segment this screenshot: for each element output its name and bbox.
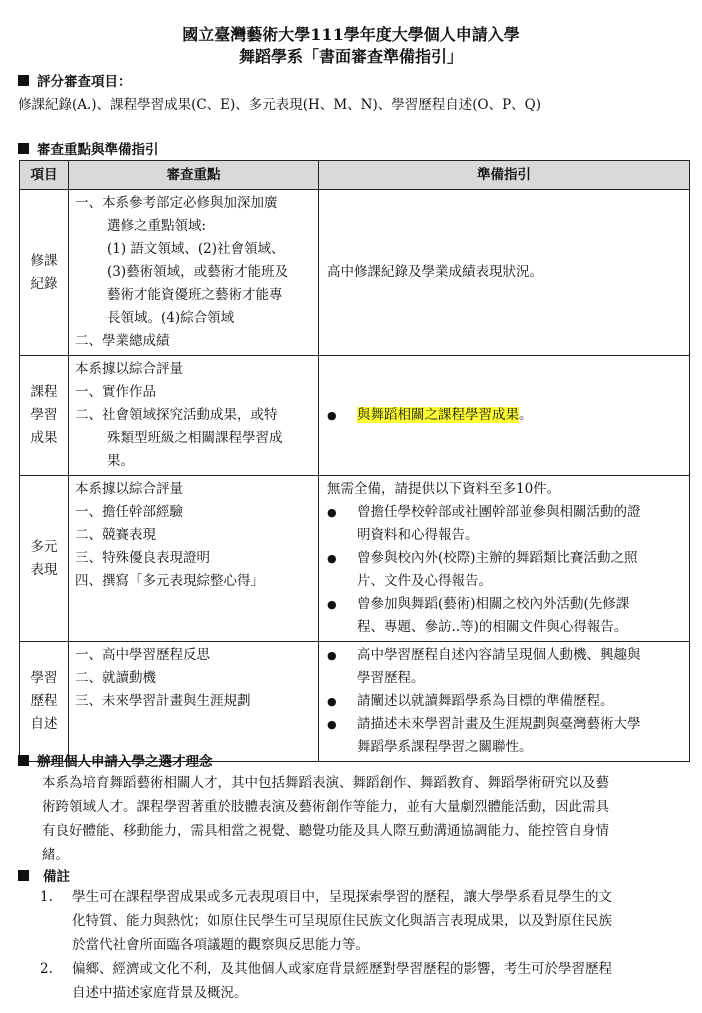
bullet-icon: ● (327, 506, 337, 519)
bullet-icon: ● (327, 649, 337, 662)
notes-heading: 備註 (18, 865, 70, 885)
item-cell: 課程 學習 成果 (20, 356, 69, 476)
document-title: 國立臺灣藝術大學111學年度大學個人申請入學 (182, 25, 520, 44)
guide-bullet: ● 請描述未來學習計畫及生涯規劃與臺灣藝術大學 舞蹈學系課程學習之關聯性。 (327, 713, 683, 759)
item-cell: 修課 紀錄 (20, 190, 69, 356)
scoring-items: 修課紀錄(A.)、課程學習成果(C、E)、多元表現(H、M、N)、學習歷程自述(O、P、Q) (18, 97, 541, 113)
note-item: 2. 偏鄉、經濟或文化不利，及其他個人或家庭背景經歷對學習歷程的影響，考生可於學習歷程 自述中描述家庭背景及概況。 (40, 961, 612, 1001)
square-bullet-icon (18, 870, 29, 881)
guide-bullet: ● 曾參與校內外(校際)主辦的舞蹈類比賽活動之照 片、文件及心得報告。 (327, 547, 683, 593)
highlighted-text: 與舞蹈相關之課程學習成果 (357, 407, 519, 423)
guide-bullet: ● 高中學習歷程自述內容請呈現個人動機、興趣與 學習歷程。 (327, 644, 683, 690)
focus-cell: 一、高中學習歷程反思 二、就讀動機 三、未來學習計畫與生涯規劃 (69, 642, 319, 762)
review-heading: 審查重點與準備指引 (18, 138, 159, 158)
column-header: 項目 (20, 161, 69, 190)
item-cell: 學習 歷程 自述 (20, 642, 69, 762)
review-table (19, 160, 690, 762)
guide-bullet: ● 曾參加與舞蹈(藝術)相關之校內外活動(先修課 程、專題、參訪..等)的相關文件與心得報告。 (327, 593, 683, 639)
bullet-icon: ● (327, 552, 337, 565)
table-row (20, 642, 690, 762)
philosophy-paragraph: 本系為培育舞蹈藝術相關人才，其中包括舞蹈表演、舞蹈創作、舞蹈教育、舞蹈學術研究以及藝 術跨領域人才。課程學習著重於肢體表演及藝術創作等能力，並有大量劇烈體能活動，因此需具 有良好體能、移動能力，需具相當之視覺、聽覺功能及具人際互動溝通協調能力、能控管自身情 緒。 (42, 775, 609, 863)
guide-cell (319, 356, 690, 476)
bullet-icon: ● (327, 718, 337, 731)
guide-bullet: ● 與舞蹈相關之課程學習成果。 (327, 404, 683, 427)
scoring-heading: 評分審查項目： (18, 70, 132, 90)
table-row (20, 476, 690, 642)
guide-cell (319, 642, 690, 762)
bullet-icon: ● (327, 598, 337, 611)
table-row (20, 356, 690, 476)
guide-cell: 高中修課紀錄及學業成績表現狀況。 (319, 190, 690, 356)
table-row (20, 190, 690, 356)
guide-bullet: ● 曾擔任學校幹部或社團幹部並參與相關活動的證 明資料和心得報告。 (327, 501, 683, 547)
focus-cell: 本系據以綜合評量 一、擔任幹部經驗 二、競賽表現 三、特殊優良表現證明 四、撰寫「多元表現綜整心得」 (69, 476, 319, 642)
square-bullet-icon (18, 755, 29, 766)
document-subtitle: 舞蹈學系「書面審查準備指引」 (238, 47, 463, 66)
bullet-icon: ● (327, 695, 337, 708)
focus-cell: 一、本系參考部定必修與加深加廣 選修之重點領域: (1) 語文領域、(2)社會領域、 (3)藝術領域，或藝術才能班及 藝術才能資優班之藝術才能專 長領域。(4)綜合領域 二、學業總成績 (69, 190, 319, 356)
item-cell: 多元 表現 (20, 476, 69, 642)
square-bullet-icon (18, 143, 29, 154)
column-header: 準備指引 (319, 161, 690, 190)
column-header: 審查重點 (69, 161, 319, 190)
philosophy-heading: 辦理個人申請入學之選才理念 (18, 750, 213, 770)
square-bullet-icon (18, 75, 29, 86)
guide-cell: 無需全備，請提供以下資料至多10件。 ● 曾擔任學校幹部或社團幹部並參與相關活動的證 明資料和心得報告。 ● 曾參與校內外(校際)主辦的舞蹈類比賽活動之照 片、文件及心得報告。 ● 曾參加與舞蹈(藝術)相關之校內外活動(先修課 程、專題、參訪..等)的相關文件與心得報告。 (319, 476, 690, 642)
table-header-row (20, 161, 690, 190)
bullet-icon: ● (327, 409, 337, 422)
note-item: 1. 學生可在課程學習成果或多元表現項目中，呈現探索學習的歷程，讓大學學系看見學生的文 化特質、能力與熱忱；如原住民學生可呈現原住民族文化與語言表現成果，以及對原住民族 於當代社會所面臨各項議題的觀察與反思能力等。 (40, 889, 612, 953)
guide-bullet: ● 請闡述以就讀舞蹈學系為目標的準備歷程。 (327, 690, 683, 713)
focus-cell: 本系據以綜合評量 一、實作作品 二、社會領域探究活動成果，或特 殊類型班級之相關課程學習成 果。 (69, 356, 319, 476)
